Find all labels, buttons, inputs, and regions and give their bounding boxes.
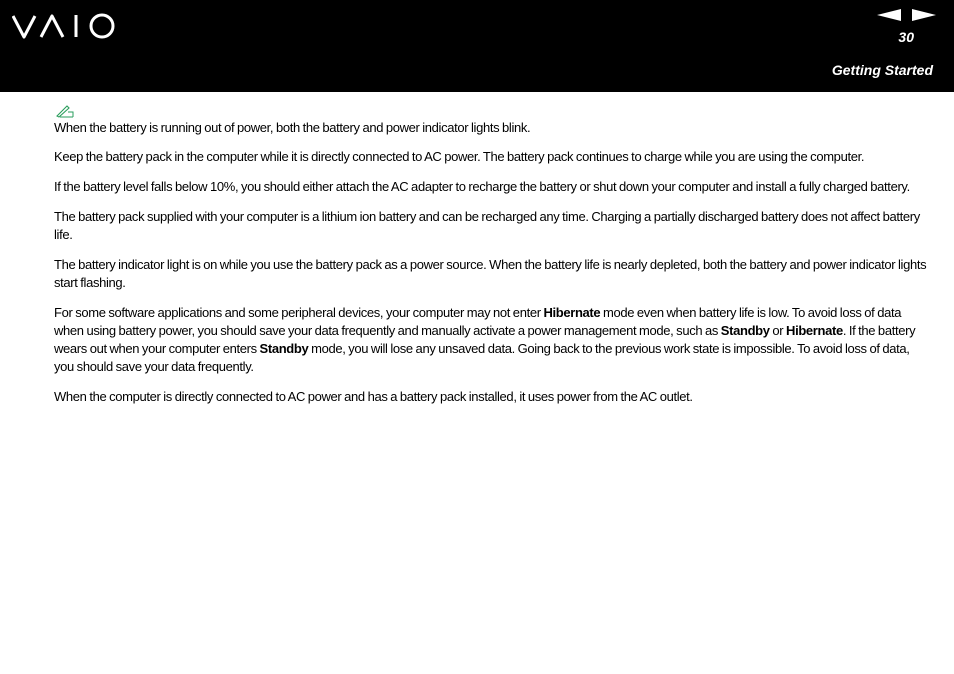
arrow-right-icon[interactable] — [912, 9, 936, 21]
paragraph-1: Keep the battery pack in the computer while it is directly connected to AC power. The battery pack continues to charge while you are using the computer. — [54, 149, 865, 164]
paragraph-5-text: mode even when battery life is low. To avoid loss of data when using battery power, you should save your data frequently and manually activate a power management mode, such as — [54, 305, 902, 338]
term-hibernate: Hibernate — [786, 323, 843, 338]
paragraph-3: The battery pack supplied with your computer is a lithium ion battery and can be recharged any time. Charging a partially discharged battery does not affect battery life. — [54, 209, 920, 242]
term-standby: Standby — [259, 341, 309, 356]
paragraph-4: The battery indicator light is on while you use the battery pack as a power source. When the battery life is nearly depleted, both the battery and power indicator lights start flashing. — [54, 257, 927, 290]
page-content — [54, 104, 930, 418]
term-hibernate: Hibernate — [543, 305, 601, 320]
term-standby: Standby — [720, 323, 770, 338]
paragraph-5-text: or — [769, 323, 787, 338]
note-text: When the battery is running out of power, both the battery and power indicator lights blink. — [54, 120, 531, 135]
section-title: Getting Started — [831, 62, 933, 78]
pencil-note-icon — [55, 104, 75, 118]
paragraph-2: If the battery level falls below 10%, you should either attach the AC adapter to recharge the battery or shut down your computer and install a fully charged battery. — [54, 179, 910, 194]
paragraph-5 — [54, 304, 930, 376]
vaio-logo — [12, 12, 120, 40]
paragraph-6: When the computer is directly connected to AC power and has a battery pack installed, it uses power from the AC outlet. — [54, 389, 693, 404]
page-header — [0, 0, 954, 92]
page-number: 30 — [898, 29, 914, 45]
paragraph-5-text: . If the battery wears out when your computer enters — [54, 323, 916, 356]
paragraph-5-text: mode, you will lose any unsaved data. Going back to the previous work state is impossible. To avoid loss of data, you should save your data frequently. — [54, 341, 910, 374]
arrow-left-icon[interactable] — [877, 9, 901, 21]
paragraph-5-text: For some software applications and some peripheral devices, your computer may not enter — [54, 305, 544, 320]
